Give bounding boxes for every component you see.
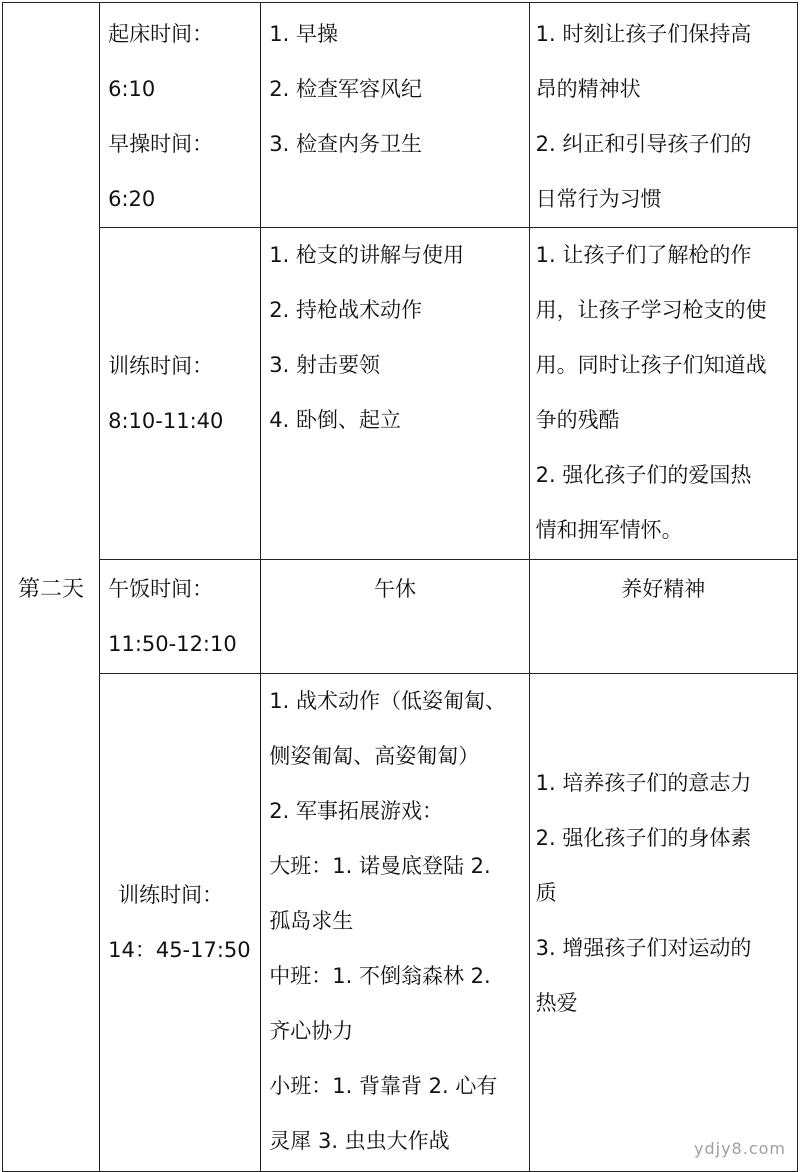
table-row — [3, 674, 798, 1172]
content-line: 孤岛求生 — [269, 909, 354, 933]
schedule-table — [2, 2, 798, 1172]
watermark: ydjy8.com — [694, 1139, 786, 1158]
content-line: 4. 卧倒、起立 — [269, 408, 402, 432]
goal-line: 用。同时让孩子们知道战 — [535, 353, 767, 377]
goal-line: 情和拥军情怀。 — [535, 518, 683, 542]
goal-line: 1. 让孩子们了解枪的作 — [535, 243, 752, 267]
goal-line: 昂的精神状 — [535, 77, 641, 101]
content-line: 1. 枪支的讲解与使用 — [269, 243, 465, 267]
time-line: 11:50-12:10 — [108, 632, 237, 656]
goal-line: 热爱 — [535, 991, 578, 1015]
time-line: 训练时间： — [118, 882, 224, 907]
content-line: 午休 — [373, 577, 416, 601]
goal-cell — [529, 3, 797, 228]
table-row — [3, 560, 798, 674]
content-line: 齐心协力 — [269, 1019, 354, 1043]
content-line: 3. 射击要领 — [269, 353, 381, 377]
time-line: 起床时间： — [108, 22, 214, 46]
goal-line: 争的残酷 — [535, 408, 620, 432]
goal-line: 1. 培养孩子们的意志力 — [535, 771, 752, 795]
content-cell — [261, 674, 529, 1172]
content-line: 2. 检查军容风纪 — [269, 77, 423, 101]
goal-cell — [529, 228, 797, 560]
time-line: 午饭时间： — [108, 577, 214, 601]
content-line: 2. 持枪战术动作 — [269, 298, 423, 322]
time-line: 14：45-17:50 — [108, 937, 251, 962]
table-row — [3, 3, 798, 228]
content-line: 中班：1. 不倒翁森林 2. — [269, 964, 491, 988]
time-line: 早操时间： — [108, 132, 214, 156]
content-line: 1. 早操 — [269, 22, 339, 46]
time-line: 训练时间： — [108, 353, 214, 378]
time-line: 6:20 — [108, 187, 156, 211]
content-line: 小班：1. 背靠背 2. 心有 — [269, 1074, 498, 1098]
content-line: 侧姿匍匐、高姿匍匐） — [269, 744, 480, 768]
content-line: 大班：1. 诺曼底登陆 2. — [269, 854, 491, 878]
goal-line: 日常行为习惯 — [535, 187, 662, 211]
goal-line: 用，让孩子学习枪支的使 — [535, 298, 767, 322]
content-line: 1. 战术动作（低姿匍匐、 — [269, 689, 507, 713]
goal-cell — [529, 674, 797, 1172]
table-row — [3, 228, 798, 560]
time-cell — [100, 3, 261, 228]
content-line: 2. 军事拓展游戏： — [269, 799, 444, 823]
content-cell — [261, 560, 529, 674]
goal-line: 2. 强化孩子们的身体素 — [535, 826, 752, 850]
content-line: 灵犀 3. 虫虫大作战 — [269, 1129, 450, 1153]
content-cell — [261, 3, 529, 228]
day-label: 第二天 — [3, 3, 100, 1172]
goal-line: 3. 增强孩子们对运动的 — [535, 936, 752, 960]
goal-cell — [529, 560, 797, 674]
time-cell — [100, 228, 261, 560]
goal-line: 1. 时刻让孩子们保持高 — [535, 22, 752, 46]
time-cell — [100, 674, 261, 1172]
time-cell — [100, 560, 261, 674]
content-line: 3. 检查内务卫生 — [269, 132, 423, 156]
time-line: 6:10 — [108, 77, 156, 101]
goal-line: 质 — [535, 881, 557, 905]
time-line: 8:10-11:40 — [108, 408, 224, 433]
goal-line: 2. 强化孩子们的爱国热 — [535, 463, 752, 487]
goal-line: 养好精神 — [621, 577, 706, 601]
goal-line: 2. 纠正和引导孩子们的 — [535, 132, 752, 156]
content-cell — [261, 228, 529, 560]
